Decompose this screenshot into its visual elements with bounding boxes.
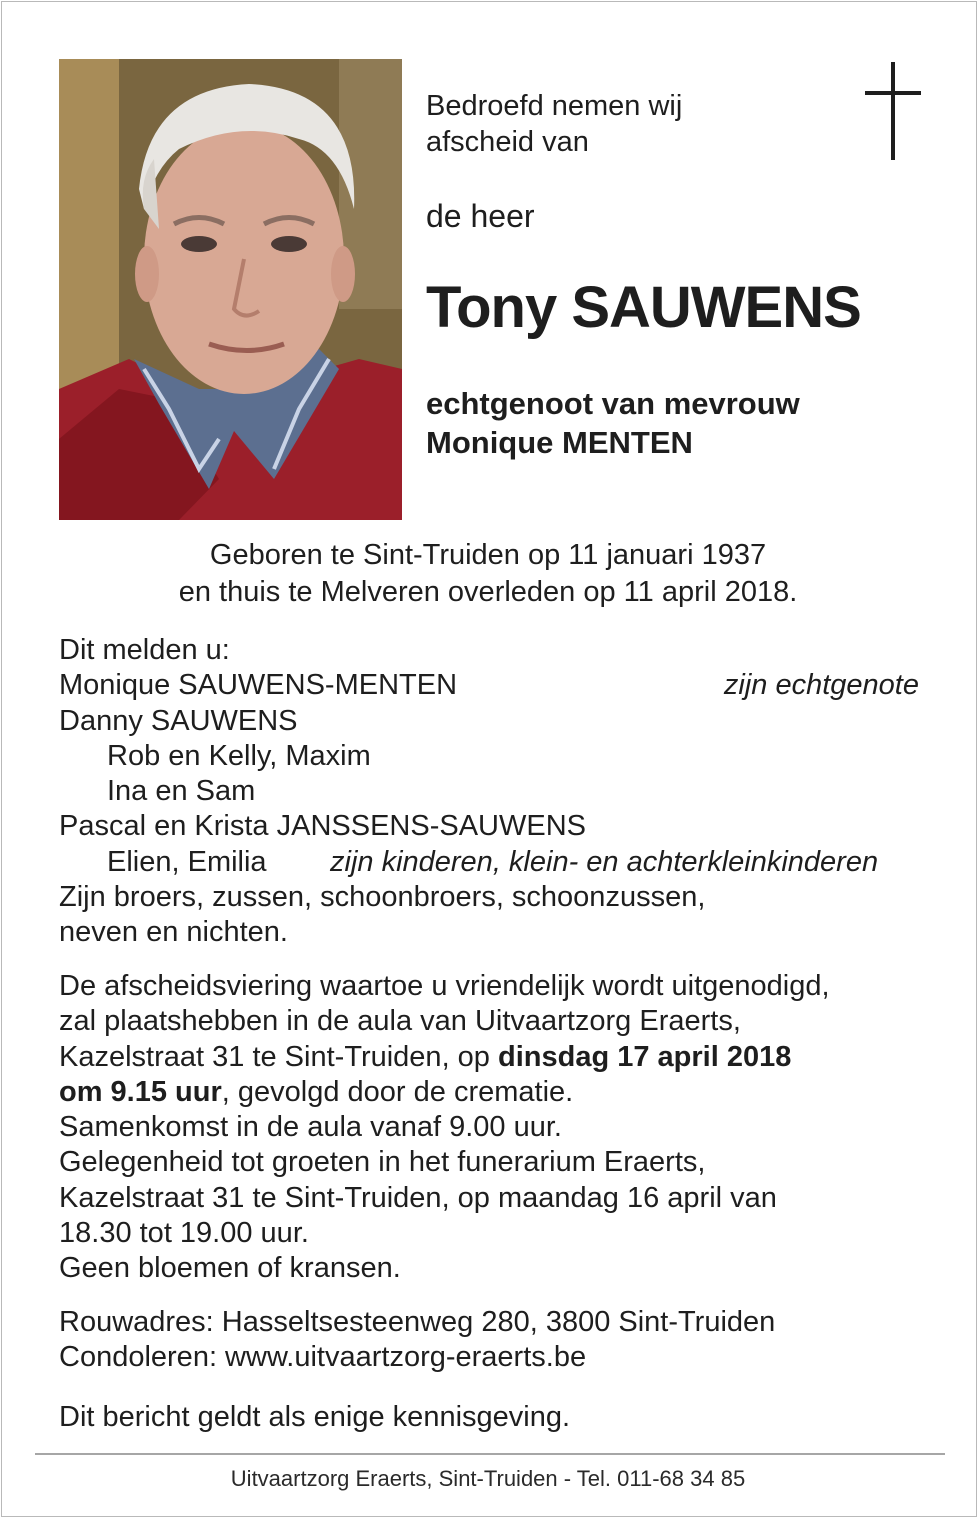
birth-line: Geboren te Sint-Truiden op 11 januari 1937 xyxy=(209,539,767,571)
ceremony-line: Kazelstraat 31 te Sint-Truiden, op maandag 16 april van xyxy=(59,1181,777,1214)
family-row xyxy=(59,774,919,809)
ceremony-line: Geen bloemen of kransen. xyxy=(59,1252,401,1285)
mourning-address: Rouwadres: Hasseltsesteenweg 280, 3800 Sint-Truiden xyxy=(59,1306,776,1338)
family-member: Rob en Kelly, Maxim xyxy=(107,739,371,772)
spouse-text xyxy=(426,384,800,462)
portrait-photo xyxy=(59,59,402,520)
family-member: Monique SAUWENS-MENTEN xyxy=(59,669,458,702)
family-intro: Dit melden u: xyxy=(59,634,230,666)
ceremony-details xyxy=(59,969,919,1287)
family-row xyxy=(59,880,919,915)
intro-text xyxy=(426,88,846,160)
family-member: Pascal en Krista JANSSENS-SAUWENS xyxy=(59,810,586,843)
family-row xyxy=(59,809,919,844)
family-row xyxy=(59,915,919,950)
footer-divider xyxy=(35,1453,945,1455)
cross-icon xyxy=(862,62,924,160)
family-row xyxy=(59,845,919,880)
condolence-link[interactable]: Condoleren: www.uitvaartzorg-eraerts.be xyxy=(59,1341,587,1374)
intro-line: afscheid van xyxy=(426,126,589,158)
ceremony-date: dinsdag 17 april 2018 xyxy=(498,1040,792,1073)
death-line: en thuis te Melveren overleden op 11 april 2018. xyxy=(178,576,798,608)
spouse-line: echtgenoot van mevrouw xyxy=(426,386,800,421)
ceremony-time: om 9.15 uur xyxy=(59,1075,222,1108)
ceremony-line xyxy=(59,1075,919,1110)
intro-line: Bedroefd nemen wij xyxy=(426,90,683,122)
footer-text: Uitvaartzorg Eraerts, Sint-Truiden - Tel. 011-68 34 85 xyxy=(230,1466,746,1491)
notice-text: Dit bericht geldt als enige kennisgeving. xyxy=(59,1401,571,1433)
family-row xyxy=(59,739,919,774)
address-block xyxy=(59,1305,919,1376)
birth-death-dates xyxy=(0,537,976,611)
ceremony-line: zal plaatshebben in de aula van Uitvaartzorg Eraerts, xyxy=(59,1005,741,1038)
deceased-name: Tony SAUWENS xyxy=(426,275,861,340)
ceremony-line: 18.30 tot 19.00 uur. xyxy=(59,1217,309,1250)
family-relation: zijn echtgenote xyxy=(723,669,919,702)
spouse-name: Monique MENTEN xyxy=(426,425,693,460)
family-member: Danny SAUWENS xyxy=(59,704,298,737)
ceremony-line: De afscheidsviering waartoe u vriendelijk wordt uitgenodigd, xyxy=(59,970,830,1002)
family-relation: zijn kinderen, klein- en achterkleinkinderen xyxy=(330,845,879,878)
family-row xyxy=(59,704,919,739)
title-prefix: de heer xyxy=(426,198,535,234)
ceremony-text: , gevolgd door de crematie. xyxy=(221,1075,574,1108)
family-member: Zijn broers, zussen, schoonbroers, schoonzussen, xyxy=(59,881,706,914)
ceremony-line: Gelegenheid tot groeten in het funerarium Eraerts, xyxy=(59,1146,706,1179)
family-member: Ina en Sam xyxy=(107,775,256,808)
family-member: Elien, Emilia xyxy=(107,845,267,878)
ceremony-line xyxy=(59,1040,919,1075)
ceremony-text: Kazelstraat 31 te Sint-Truiden, op xyxy=(59,1040,498,1073)
family-row xyxy=(59,668,919,703)
family-member: neven en nichten. xyxy=(59,916,288,949)
ceremony-line: Samenkomst in de aula vanaf 9.00 uur. xyxy=(59,1111,562,1144)
family-list xyxy=(59,633,919,951)
